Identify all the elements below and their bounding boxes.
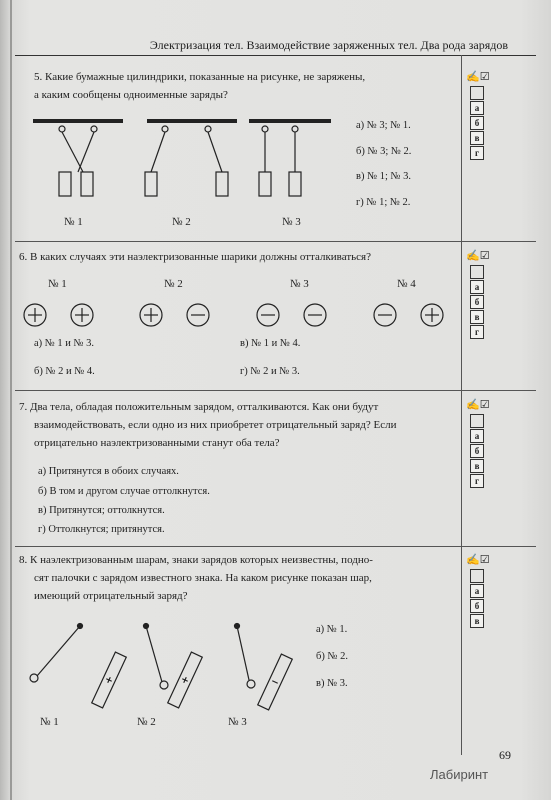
separator-q6-q7 xyxy=(15,390,536,391)
q6-fig-label-2: № 2 xyxy=(164,278,183,290)
q7-option-d[interactable]: г) Оттолкнутся; притянутся. xyxy=(38,524,165,535)
answer-column-rule xyxy=(461,55,462,755)
q6-answer-cell-a[interactable]: а xyxy=(470,280,484,294)
page-number: 69 xyxy=(499,748,511,762)
q6-figure xyxy=(15,300,455,330)
q8-fig-label-3: № 3 xyxy=(228,716,247,728)
q5-answer-cell-d[interactable]: г xyxy=(470,146,484,160)
q7-answer-cell-b[interactable]: б xyxy=(470,444,484,458)
q5-fig-label-2: № 2 xyxy=(172,216,191,228)
q7-text-line1: 7. Два тела, обладая положительным зарядом, отталкиваются. Как они будут xyxy=(19,401,379,413)
q8-fig-label-1: № 1 xyxy=(40,716,59,728)
q8-text-line1: 8. К наэлектризованным шарам, знаки зарядов которых неизвестны, подно- xyxy=(19,554,373,566)
q6-option-c[interactable]: в) № 1 и № 4. xyxy=(240,338,301,349)
q7-text-line3: отрицательно наэлектризованными станут оба тела? xyxy=(34,437,280,449)
q6-answer-cell-blank[interactable] xyxy=(470,265,484,279)
q8-option-c[interactable]: в) № 3. xyxy=(316,678,348,689)
separator-q5-q6 xyxy=(15,241,536,242)
q5-answer-cell-a[interactable]: а xyxy=(470,101,484,115)
q8-option-a[interactable]: а) № 1. xyxy=(316,624,348,635)
q8-text-line2: сят палочки с зарядом известного знака. На каком рисунке показан шар, xyxy=(34,572,372,584)
q7-answer-cell-c[interactable]: в xyxy=(470,459,484,473)
q5-text-line1: 5. Какие бумажные цилиндрики, показанные на рисунке, не заряжены, xyxy=(34,71,366,83)
q6-text: 6. В каких случаях эти наэлектризованные шарики должны отталкиваться? xyxy=(19,251,371,263)
q8-figure xyxy=(25,618,315,718)
q6-fig-label-4: № 4 xyxy=(397,278,416,290)
q5-answer-cell-c[interactable]: в xyxy=(470,131,484,145)
q6-fig-label-3: № 3 xyxy=(290,278,309,290)
q7-option-c[interactable]: в) Притянутся; оттолкнутся. xyxy=(38,505,165,516)
q8-text-line3: имеющий отрицательный заряд? xyxy=(34,590,188,602)
q6-answer-cell-c[interactable]: в xyxy=(470,310,484,324)
q7-option-b[interactable]: б) В том и другом случае оттолкнутся. xyxy=(38,486,210,497)
q7-answer-cell-blank[interactable] xyxy=(470,414,484,428)
q5-figure xyxy=(25,115,335,215)
q5-answer-cell-blank[interactable] xyxy=(470,86,484,100)
q5-option-a[interactable]: а) № 3; № 1. xyxy=(356,120,411,131)
q6-answer-cell-d[interactable]: г xyxy=(470,325,484,339)
q5-fig-label-3: № 3 xyxy=(282,216,301,228)
q7-pen-check-icon: ✍☑ xyxy=(466,399,490,411)
q7-answer-cell-d[interactable]: г xyxy=(470,474,484,488)
page-header: Электризация тел. Взаимодействие заряженных тел. Два рода зарядов xyxy=(149,38,508,52)
q5-option-d[interactable]: г) № 1; № 2. xyxy=(356,197,411,208)
q7-text-line2: взаимодействовать, если одно из них приобретет отрицательный заряд? Если xyxy=(34,419,397,431)
q7-option-a[interactable]: а) Притянутся в обоих случаях. xyxy=(38,466,179,477)
q6-option-b[interactable]: б) № 2 и № 4. xyxy=(34,366,95,377)
q6-option-d[interactable]: г) № 2 и № 3. xyxy=(240,366,300,377)
separator-q7-q8 xyxy=(15,546,536,547)
q5-fig-label-1: № 1 xyxy=(64,216,83,228)
q7-answer-cell-a[interactable]: а xyxy=(470,429,484,443)
q5-pen-check-icon: ✍☑ xyxy=(466,71,490,83)
q5-text-line2: а каким сообщены одноименные заряды? xyxy=(34,89,228,101)
q8-answer-cell-b[interactable]: б xyxy=(470,599,484,613)
q8-answer-cell-blank[interactable] xyxy=(470,569,484,583)
q8-answer-cell-c[interactable]: в xyxy=(470,614,484,628)
q8-answer-cell-a[interactable]: а xyxy=(470,584,484,598)
watermark-logo: Лабиринт xyxy=(430,767,489,782)
header-rule xyxy=(15,55,536,56)
q6-option-a[interactable]: а) № 1 и № 3. xyxy=(34,338,95,349)
q5-option-b[interactable]: б) № 3; № 2. xyxy=(356,146,412,157)
q5-answer-cell-b[interactable]: б xyxy=(470,116,484,130)
q6-answer-cell-b[interactable]: б xyxy=(470,295,484,309)
q8-fig-label-2: № 2 xyxy=(137,716,156,728)
q5-option-c[interactable]: в) № 1; № 3. xyxy=(356,171,412,182)
q6-pen-check-icon: ✍☑ xyxy=(466,250,490,262)
binding-spine xyxy=(10,0,12,800)
q6-fig-label-1: № 1 xyxy=(48,278,67,290)
q8-option-b[interactable]: б) № 2. xyxy=(316,651,348,662)
q8-pen-check-icon: ✍☑ xyxy=(466,554,490,566)
